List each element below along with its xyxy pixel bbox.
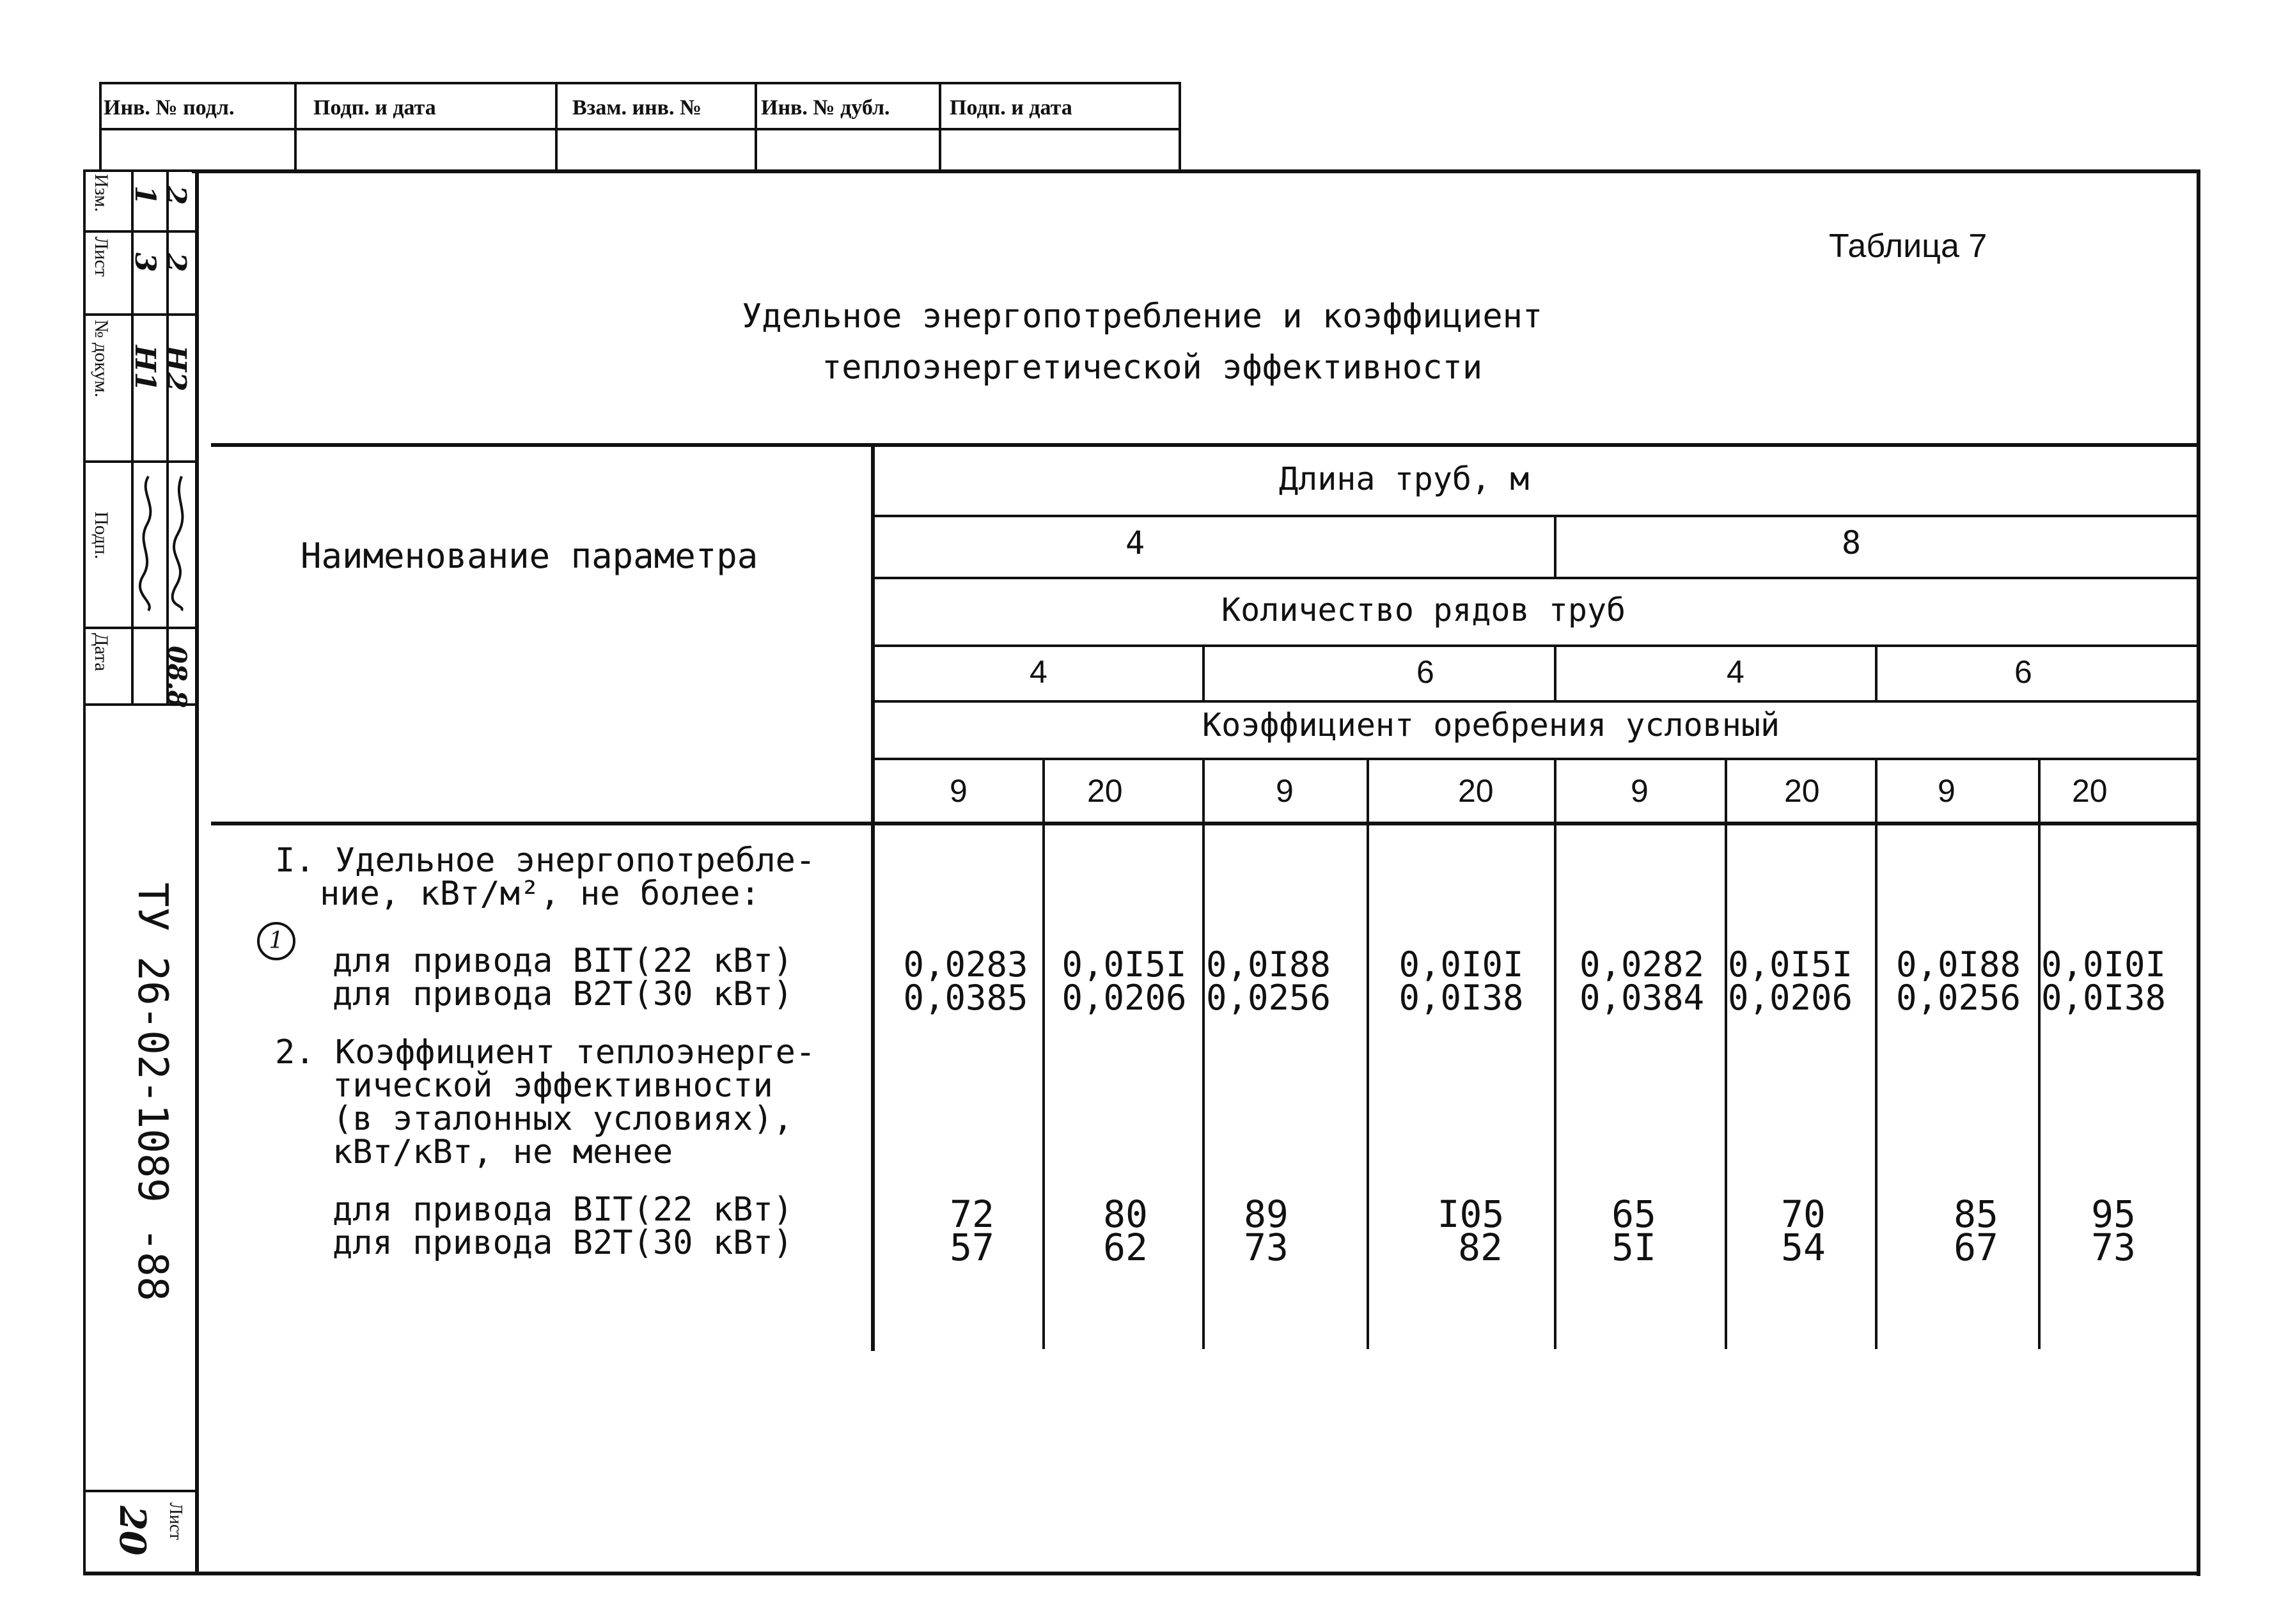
drive-b2t-label-1: для привода B2T(30 кВт): [333, 975, 794, 1013]
section-2-line-3: (в эталонных условиях),: [333, 1100, 794, 1138]
side-label-sign: Подп.: [91, 511, 112, 559]
stamp-header-inv-orig: Инв. № подл.: [104, 96, 235, 120]
coef-b1t-4: I05: [1437, 1192, 1505, 1236]
fin-col-3: 9: [1276, 773, 1294, 809]
side-label-doc: № докум.: [91, 320, 112, 398]
side-rev1-list: 3: [129, 253, 161, 272]
energy-b1t-6: 0,0I5I: [1728, 944, 1853, 985]
stamp-header-replace-inv: Взам. инв. №: [572, 96, 702, 120]
side-label-date: Дата: [91, 633, 112, 671]
coef-b2t-7: 67: [1954, 1226, 1998, 1269]
energy-b1t-8: 0,0I0I: [2041, 944, 2167, 985]
energy-b2t-1: 0,0385: [903, 978, 1028, 1018]
page-title-line-1: Удельное энергопотребление и коэффициент: [742, 297, 1543, 336]
drive-b1t-label-2: для привода BIT(22 кВт): [333, 1191, 794, 1229]
side-rev2-izm: 2: [159, 185, 192, 205]
table-label: Таблица 7: [1829, 228, 1987, 265]
fin-col-4: 20: [1458, 773, 1494, 809]
revision-mark: [257, 922, 295, 960]
side-rev2-list: 2: [159, 253, 192, 272]
coef-b2t-4: 82: [1458, 1226, 1503, 1269]
side-rev1-izm: 1: [129, 185, 161, 205]
section-1-line-1: I. Удельное энергопотребле-: [275, 841, 816, 880]
coef-b1t-2: 80: [1103, 1192, 1148, 1236]
section-2-line-4: кВт/кВт, не менее: [333, 1133, 673, 1171]
revision-mark-number: 1: [269, 928, 284, 954]
coef-b1t-1: 72: [950, 1192, 994, 1236]
fin-header: Коэффициент оребрения условный: [1202, 707, 1780, 744]
length-4: 4: [1125, 524, 1145, 561]
coef-b1t-7: 85: [1954, 1192, 1998, 1236]
energy-b2t-2: 0,0206: [1062, 978, 1187, 1018]
energy-b1t-2: 0,0I5I: [1062, 944, 1187, 985]
drive-b1t-label-1: для привода BIT(22 кВт): [333, 942, 794, 980]
sheet-number: 20: [111, 1506, 153, 1556]
coef-b1t-5: 65: [1611, 1192, 1656, 1236]
energy-b2t-4: 0,0I38: [1399, 978, 1524, 1018]
energy-b1t-4: 0,0I0I: [1399, 944, 1524, 985]
fin-col-5: 9: [1631, 773, 1649, 809]
side-rev2-doc: Н2: [159, 345, 192, 392]
signature-1: [136, 473, 162, 614]
energy-b2t-6: 0,0206: [1728, 978, 1853, 1018]
section-2-line-1: 2. Коэффициент теплоэнерге-: [275, 1033, 816, 1072]
rows-header: Количество рядов труб: [1221, 591, 1626, 629]
side-rev1-doc: Н1: [129, 345, 161, 392]
fin-col-7: 9: [1938, 773, 1956, 809]
coef-b1t-3: 89: [1244, 1192, 1289, 1236]
coef-b2t-6: 54: [1781, 1226, 1826, 1269]
energy-b1t-3: 0,0I88: [1206, 944, 1331, 985]
coef-b1t-6: 70: [1781, 1192, 1826, 1236]
rows-4a: 4: [1030, 654, 1047, 690]
coef-b2t-2: 62: [1103, 1226, 1148, 1269]
energy-b2t-8: 0,0I38: [2041, 978, 2167, 1018]
fin-col-6: 20: [1784, 773, 1820, 809]
length-8: 8: [1842, 524, 1862, 561]
param-header: Наименование параметра: [301, 536, 758, 576]
energy-b2t-7: 0,0256: [1895, 978, 2021, 1018]
coef-b2t-5: 5I: [1611, 1226, 1656, 1269]
sheet-label: Лист: [166, 1503, 185, 1540]
fin-col-2: 20: [1087, 773, 1123, 809]
stamp-header-sign-date-1: Подп. и дата: [313, 96, 436, 120]
document-code: ТУ 26-02-1089 -88: [129, 882, 176, 1302]
coef-b2t-8: 73: [2091, 1226, 2136, 1269]
stamp-header-inv-dup: Инв. № дубл.: [761, 96, 890, 120]
rows-6a: 6: [1416, 654, 1434, 690]
energy-b1t-5: 0,0282: [1579, 944, 1705, 985]
side-label-list: Лист: [91, 237, 112, 277]
side-rev2-date: 08.8: [162, 646, 192, 708]
signature-2: [168, 473, 194, 614]
coef-b2t-3: 73: [1244, 1226, 1289, 1269]
energy-b1t-1: 0,0283: [903, 944, 1028, 985]
rows-6b: 6: [2014, 654, 2032, 690]
energy-b1t-7: 0,0I88: [1895, 944, 2021, 985]
section-2-line-2: тической эффективности: [333, 1066, 773, 1105]
pipe-length-header: Длина труб, м: [1279, 460, 1530, 497]
energy-b2t-5: 0,0384: [1579, 978, 1705, 1018]
fin-col-1: 9: [950, 773, 968, 809]
side-label-izm: Изм.: [91, 174, 112, 212]
drive-b2t-label-2: для привода B2T(30 кВт): [333, 1224, 794, 1262]
section-1-line-2: ние, кВт/м², не более:: [320, 875, 760, 913]
fin-col-8: 20: [2072, 773, 2108, 809]
stamp-header-sign-date-2: Подп. и дата: [950, 96, 1072, 120]
rows-4b: 4: [1727, 654, 1744, 690]
page-title-line-2: теплоэнергетической эффективности: [822, 348, 1483, 387]
coef-b1t-8: 95: [2091, 1192, 2136, 1236]
coef-b2t-1: 57: [950, 1226, 994, 1269]
energy-b2t-3: 0,0256: [1206, 978, 1331, 1018]
